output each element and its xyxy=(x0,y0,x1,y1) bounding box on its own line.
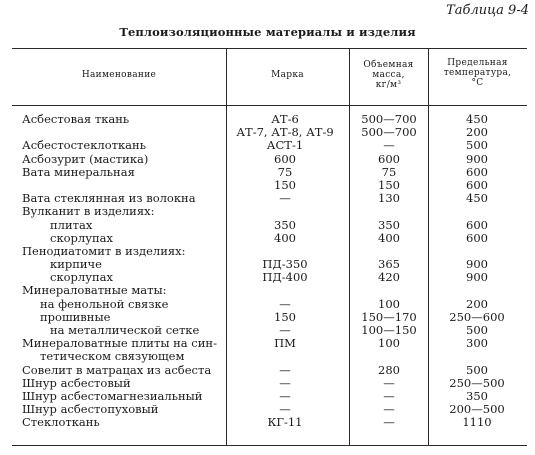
header-temperature-line-3: °С xyxy=(471,78,484,88)
cell-temperature: 450 xyxy=(466,191,488,206)
table-row xyxy=(0,284,535,297)
table-title: Теплоизоляционные материалы и изделия xyxy=(119,25,416,39)
header-density xyxy=(349,60,428,90)
cell-density: 150 xyxy=(378,177,400,192)
cell-mark: — xyxy=(279,296,291,311)
cell-density: — xyxy=(383,388,395,403)
cell-name: тетическом связующем xyxy=(40,349,185,364)
cell-density: 500—700 xyxy=(361,125,417,140)
cell-mark: 150 xyxy=(274,309,296,324)
header-temperature-line-2: температура, xyxy=(443,68,512,78)
table-bottom-rule xyxy=(12,445,527,446)
cell-temperature: 900 xyxy=(466,257,488,272)
cell-temperature: 500 xyxy=(466,323,488,337)
cell-mark: — xyxy=(279,191,291,206)
header-temperature xyxy=(428,58,527,88)
cell-name: Совелит в матрацах из асбеста xyxy=(22,362,212,377)
cell-temperature: 350 xyxy=(466,388,488,403)
cell-density: 100 xyxy=(378,296,400,311)
cell-mark: 400 xyxy=(274,230,296,245)
cell-temperature: 600 xyxy=(466,177,488,192)
cell-density: 150—170 xyxy=(361,309,417,324)
cell-density: 400 xyxy=(378,230,400,245)
table-row xyxy=(0,219,535,232)
cell-temperature: 1110 xyxy=(462,415,492,430)
cell-mark: — xyxy=(279,388,291,403)
cell-temperature: 200 xyxy=(466,125,488,140)
cell-name: Вулканит в изделиях: xyxy=(22,204,155,219)
cell-name: Стеклоткань xyxy=(22,415,100,430)
cell-name: Пенодиатомит в изделиях: xyxy=(22,243,186,258)
header-temperature-line-1: Предельная xyxy=(447,58,508,68)
cell-name: Шнур асбестомагнезиальный xyxy=(22,388,203,403)
cell-temperature: 450 xyxy=(466,112,488,126)
cell-name: Вата стеклянная из волокна xyxy=(22,191,196,206)
cell-temperature: 300 xyxy=(466,336,488,351)
cell-density: — xyxy=(383,138,395,153)
cell-density: 500—700 xyxy=(361,112,417,126)
table-number: Таблица 9-4 xyxy=(446,3,529,18)
cell-density: 100 xyxy=(378,336,400,351)
cell-density: 100—150 xyxy=(361,323,417,337)
cell-mark: ПД-350 xyxy=(262,257,308,272)
cell-mark: — xyxy=(279,402,291,417)
header-bottom-rule xyxy=(12,105,527,106)
cell-mark: — xyxy=(279,323,291,337)
table-row xyxy=(0,350,535,363)
cell-density: 600 xyxy=(378,151,400,166)
cell-mark: — xyxy=(279,362,291,377)
cell-density: 350 xyxy=(378,217,400,232)
cell-mark: 350 xyxy=(274,217,296,232)
cell-name: Минераловатные плиты на син- xyxy=(22,336,217,351)
cell-temperature: 600 xyxy=(466,230,488,245)
cell-name: Минераловатные маты: xyxy=(22,283,167,298)
cell-temperature: 250—600 xyxy=(449,309,505,324)
cell-name: на фенольной связке xyxy=(40,296,169,311)
cell-mark: КГ-11 xyxy=(267,415,303,430)
cell-density: 280 xyxy=(378,362,400,377)
cell-temperature: 200 xyxy=(466,296,488,311)
cell-temperature: 600 xyxy=(466,164,488,179)
table-row xyxy=(0,416,535,429)
cell-mark: АСТ-1 xyxy=(266,138,304,153)
cell-name: Шнур асбестовый xyxy=(22,375,131,390)
cell-mark: АТ-7, АТ-8, АТ-9 xyxy=(236,125,334,140)
cell-name: Вата минеральная xyxy=(22,164,135,179)
cell-temperature: 200—500 xyxy=(449,402,505,417)
cell-name: на металлической сетке xyxy=(50,323,200,337)
cell-mark: — xyxy=(279,375,291,390)
cell-temperature: 900 xyxy=(466,270,488,285)
table-row xyxy=(0,298,535,311)
cell-mark: АТ-6 xyxy=(271,112,299,126)
cell-name: Асбозурит (мастика) xyxy=(22,151,149,166)
cell-name: прошивные xyxy=(40,309,111,324)
cell-mark: ПМ xyxy=(274,336,296,351)
header-density-line-1: Объемная xyxy=(363,60,414,70)
cell-temperature: 900 xyxy=(466,151,488,166)
table-row xyxy=(0,205,535,218)
table-row xyxy=(0,153,535,166)
cell-temperature: 600 xyxy=(466,217,488,232)
cell-name: кирпиче xyxy=(50,257,102,272)
cell-mark: 150 xyxy=(274,177,296,192)
cell-mark: ПД-400 xyxy=(262,270,308,285)
cell-name: Шнур асбестопуховый xyxy=(22,402,159,417)
cell-temperature: 250—500 xyxy=(449,375,505,390)
table-top-rule xyxy=(12,48,527,49)
table-row xyxy=(0,232,535,245)
header-density-line-3: кг/м³ xyxy=(375,80,402,90)
cell-density: — xyxy=(383,415,395,430)
cell-temperature: 500 xyxy=(466,362,488,377)
table-row xyxy=(0,139,535,152)
header-name: Наименование xyxy=(81,70,157,80)
cell-name: Асбестовая ткань xyxy=(22,112,130,126)
cell-name: плитах xyxy=(50,217,93,232)
cell-mark: 600 xyxy=(274,151,296,166)
cell-mark: 75 xyxy=(277,164,293,179)
cell-density: 130 xyxy=(378,191,400,206)
table-row xyxy=(0,166,535,179)
cell-temperature: 500 xyxy=(466,138,488,153)
cell-name: Асбестостеклоткань xyxy=(22,138,146,153)
cell-name: скорлупах xyxy=(50,230,113,245)
cell-name: скорлупах xyxy=(50,270,113,285)
table-row xyxy=(0,377,535,390)
table-body xyxy=(0,113,535,430)
cell-density: 420 xyxy=(378,270,400,285)
cell-density: — xyxy=(383,402,395,417)
cell-density: — xyxy=(383,375,395,390)
header-mark: Марка xyxy=(271,70,304,80)
header-density-line-2: масса, xyxy=(372,70,405,80)
cell-density: 75 xyxy=(381,164,397,179)
table-row xyxy=(0,364,535,377)
cell-density: 365 xyxy=(378,257,400,272)
